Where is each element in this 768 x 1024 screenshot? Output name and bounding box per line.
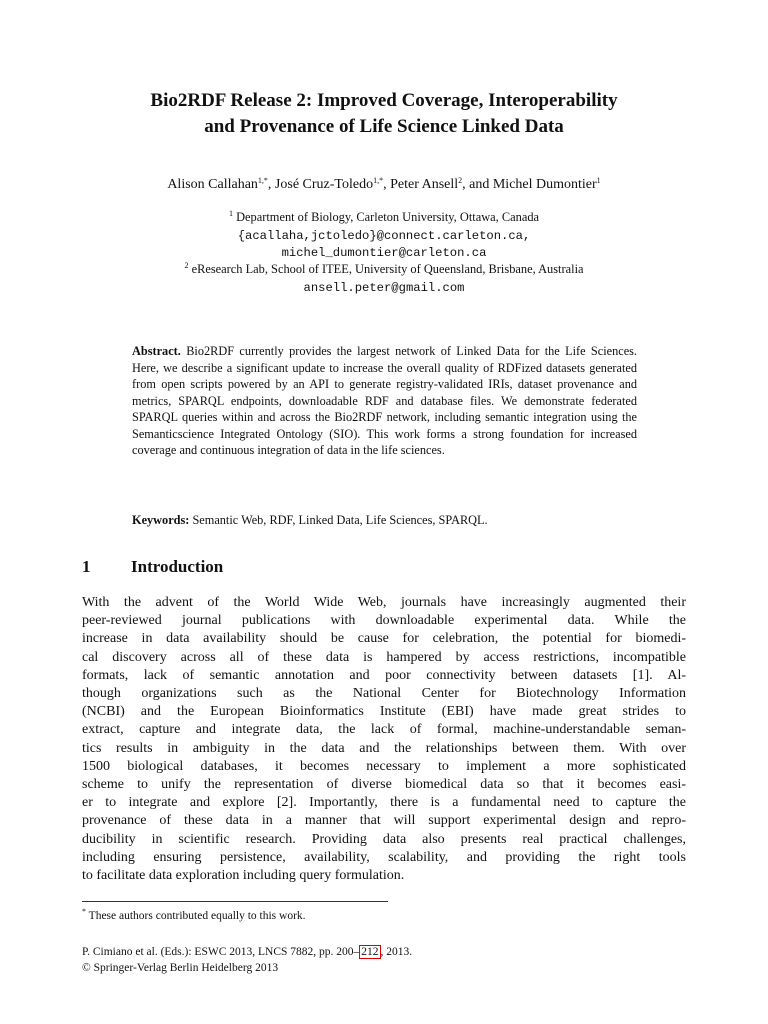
title-line-2: and Provenance of Life Science Linked Data: [204, 116, 564, 137]
section-heading: [82, 557, 223, 577]
footnote-divider: [82, 901, 388, 902]
abstract-text: Bio2RDF currently provides the largest network of Linked Data for the Life Sciences. Here, we describe a significant update to increase the overall quality of RDFized datasets generated from open scripts powered by an API to generate registry-validated IRIs, dataset provenance and metrics, SPARQL endpoints, downloadable RDF and database files. We demonstrate federated SPARQL queries within and across the Bio2RDF network, including semantic integration using the Semanticscience Integrated Ontology (SIO). This work forms a strong foundation for increased coverage and continuous integration of data in the life sciences.: [132, 344, 638, 457]
paragraph-line: er to integrate and explore [2]. Importantly, there is a fundamental need to capture the: [82, 795, 686, 811]
introduction-paragraph: [82, 594, 686, 885]
paragraph-line: With the advent of the World Wide Web, journals have increasingly augmented their: [82, 595, 686, 610]
author-list: Alison Callahan$^{1,*}$, José Cruz-Toledo$^{1,*}$, Peter Ansell$^2$, and Michel Dumontier$^1$: [167, 176, 601, 192]
affiliation-2: $^2$ eResearch Lab, School of ITEE, University of Queensland, Brisbane, Australia: [184, 261, 584, 276]
author-affiliation-mark: 2: [458, 176, 463, 185]
author-name: Peter Ansell: [390, 177, 459, 192]
author-affiliation-mark: 1,*: [257, 176, 268, 185]
title-line-1: Bio2RDF Release 2: Improved Coverage, Interoperability: [150, 90, 618, 111]
paper-title: [60, 88, 708, 140]
keywords-label: Keywords:: [132, 513, 190, 527]
paragraph-line: increase in data availability should be cause for celebration, the potential for biomedi-: [82, 631, 686, 647]
author-name: Alison Callahan: [167, 177, 258, 192]
paragraph-line: though organizations such as the National Center for Biotechnology Information: [82, 686, 686, 702]
author-name: Michel Dumontier: [492, 177, 597, 192]
footnote: [82, 909, 306, 924]
affiliation-2-email[interactable]: ansell.peter@gmail.com: [303, 281, 465, 295]
paragraph-line: (NCBI) and the European Bioinformatics Institute (EBI) have made great strides to: [82, 704, 686, 720]
paragraph-line: extract, capture and integrate data, the lack of formal, machine-understandable seman-: [82, 722, 686, 738]
keywords-text: Semantic Web, RDF, Linked Data, Life Sciences, SPARQL.: [192, 513, 488, 527]
paragraph-line: ducibility in scientific research. Providing data also presents real practical challenges,: [82, 831, 686, 847]
abstract: [132, 343, 637, 459]
paragraph-line: 1500 biological databases, it becomes necessary to implement a more sophisticated: [82, 758, 686, 774]
paragraph-line: provenance of these data in a manner that will support experimental design and repro-: [82, 813, 686, 829]
affiliation-1-email-line-2[interactable]: michel_dumontier@carleton.ca: [281, 246, 487, 260]
affiliation-1-email-line-1[interactable]: {acallaha,jctoledo}@connect.carleton.ca,: [237, 229, 531, 243]
page-footer: [82, 944, 412, 976]
paragraph-line: including ensuring persistence, availability, scalability, and providing the right tools: [82, 849, 686, 865]
paragraph-line: to facilitate data exploration including query formulation.: [82, 868, 405, 884]
author-name: José Cruz-Toledo: [274, 177, 374, 192]
keywords: [132, 512, 637, 529]
section-number: 1: [82, 557, 91, 576]
footnote-mark: *: [82, 907, 86, 916]
paragraph-line: scheme to unify the representation of diverse biomedical data so that it becomes easi-: [82, 777, 686, 793]
footnote-text: These authors contributed equally to this work.: [88, 910, 306, 922]
paragraph-line: cal discovery across all of these data is hampered by access restrictions, incompatible: [82, 649, 686, 665]
author-affiliation-mark: 1,*: [373, 176, 384, 185]
citation-line: P. Cimiano et al. (Eds.): ESWC 2013, LNCS 7882, pp. 200– 212 , 2013.: [82, 946, 413, 958]
section-title: Introduction: [131, 557, 224, 576]
copyright-line: © Springer-Verlag Berlin Heidelberg 2013: [82, 962, 279, 974]
paragraph-line: peer-reviewed journal publications with downloadable experimental data. While the: [82, 613, 686, 629]
paragraph-line: formats, lack of semantic annotation and poor connectivity between datasets [1]. Al-: [82, 667, 686, 683]
abstract-label: Abstract.: [132, 344, 181, 358]
page-range-link[interactable]: 212: [361, 946, 379, 958]
paragraph-line: tics results in ambiguity in the data and the relationships between them. With over: [82, 740, 686, 756]
author-affiliation-mark: 1: [596, 176, 601, 185]
affiliation-1: $^1$ Department of Biology, Carleton University, Ottawa, Canada: [228, 209, 540, 224]
